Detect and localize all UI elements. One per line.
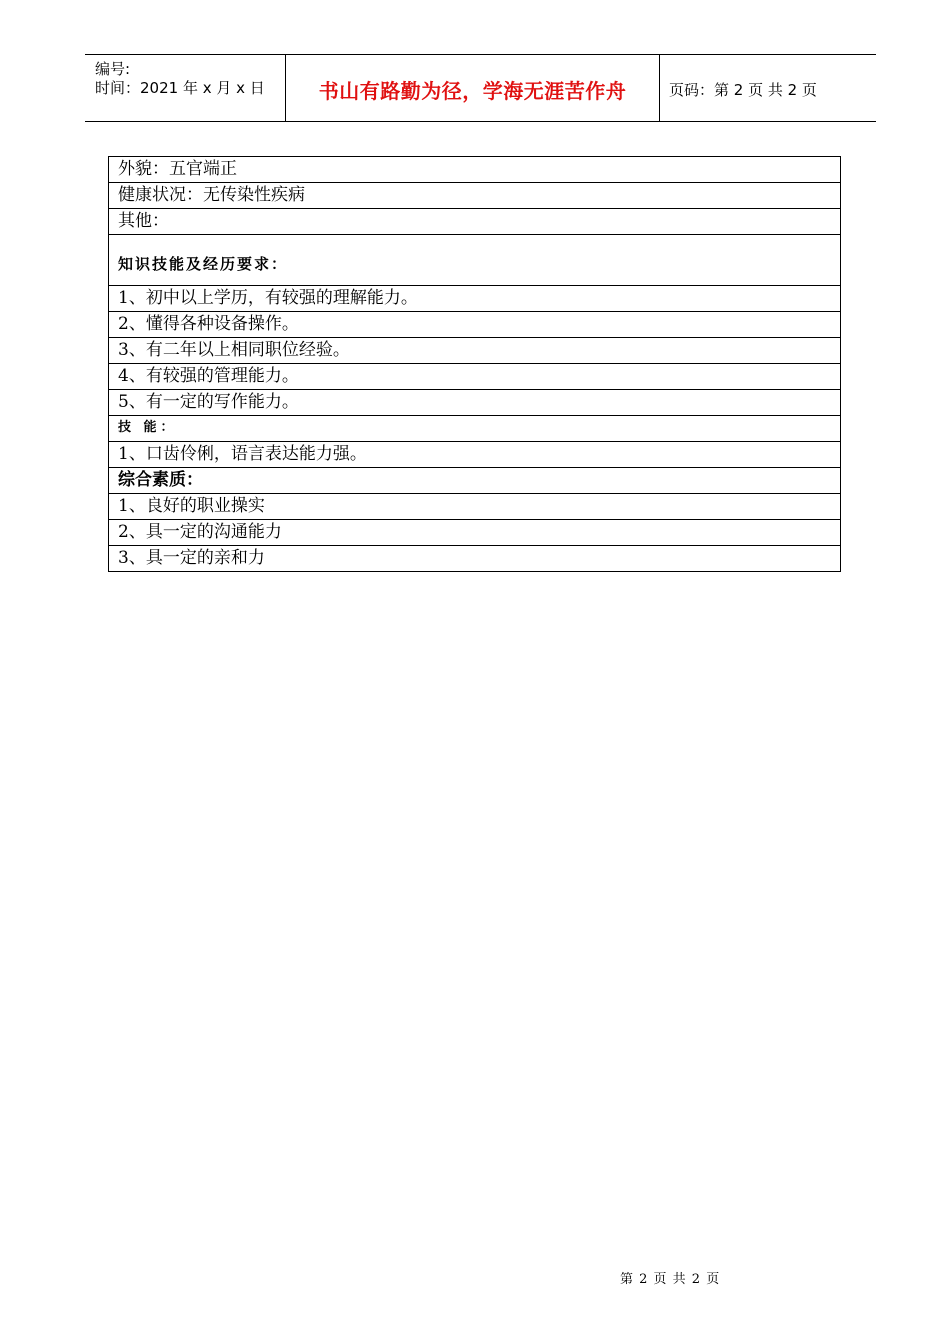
table-row: 3、有二年以上相同职位经验。 [109, 337, 840, 363]
table-row-other: 其他： [109, 208, 840, 234]
document-header [85, 54, 876, 122]
section-heading-knowledge: 知识技能及经历要求： [109, 234, 840, 285]
table-row: 1、口齿伶俐，语言表达能力强。 [109, 441, 840, 467]
page-code: 页码：第 2 页 共 2 页 [669, 81, 817, 99]
motto-text: 书山有路勤为径，学海无涯苦作舟 [318, 79, 627, 103]
table-row: 1、初中以上学历，有较强的理解能力。 [109, 285, 840, 311]
section-heading-quality: 综合素质： [109, 467, 840, 493]
time-label: 时间：2021 年 x 月 x 日 [95, 79, 265, 97]
page-footer: 第 2 页 共 2 页 [620, 1272, 721, 1287]
number-label: 编号: [95, 60, 131, 78]
table-row: 3、具一定的亲和力 [109, 545, 840, 571]
header-motto-cell [286, 55, 660, 121]
table-row: 1、良好的职业操实 [109, 493, 840, 519]
table-row: 2、懂得各种设备操作。 [109, 311, 840, 337]
header-page-cell [660, 55, 876, 121]
header-meta-cell [85, 55, 286, 121]
table-row: 4、有较强的管理能力。 [109, 363, 840, 389]
section-heading-skills: 技 能： [109, 415, 840, 441]
table-row-health: 健康状况：无传染性疾病 [109, 182, 840, 208]
table-row: 2、具一定的沟通能力 [109, 519, 840, 545]
table-row-appearance: 外貌：五官端正 [109, 156, 840, 182]
requirements-table [108, 156, 841, 572]
table-row: 5、有一定的写作能力。 [109, 389, 840, 415]
